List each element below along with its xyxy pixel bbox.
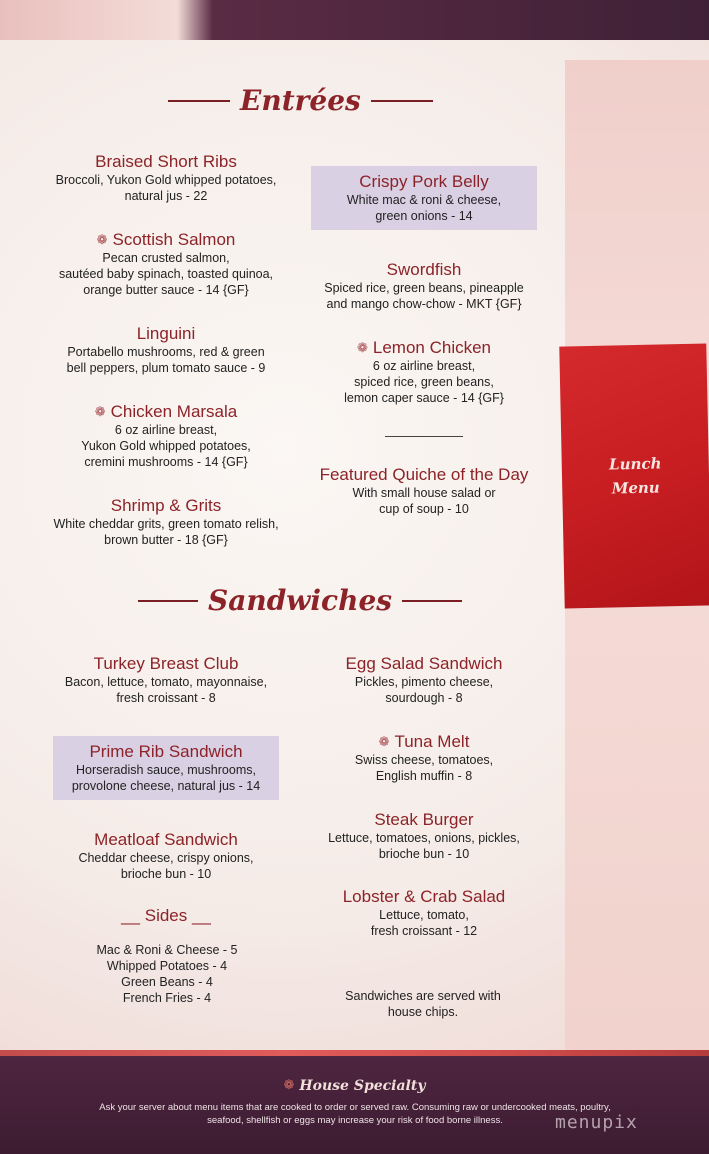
item-desc: White mac & roni & cheese, green onions - 14: [346, 193, 502, 223]
item-name: Prime Rib Sandwich: [89, 742, 243, 761]
side-item: Green Beans - 4: [121, 975, 213, 989]
tab-label-line2: Menu: [611, 478, 660, 498]
item-name: Linguini: [136, 324, 196, 343]
flower-icon: ❁: [283, 1077, 295, 1092]
flower-icon: ❁: [96, 232, 108, 247]
heading-rule: [138, 600, 198, 602]
item-name: Featured Quiche of the Day: [319, 465, 529, 484]
item-desc: 6 oz airline breast, Yukon Gold whipped potatoes, cremini mushrooms - 14 {GF}: [81, 423, 251, 469]
item-name: Tuna Melt: [394, 732, 470, 751]
menu-item: [40, 496, 292, 548]
menu-item: [305, 732, 543, 784]
item-name: Turkey Breast Club: [93, 654, 239, 673]
watermark: menupix: [555, 1112, 638, 1133]
item-desc: Lettuce, tomatoes, onions, pickles, brioche bun - 10: [328, 831, 520, 861]
sandwich-note: Sandwiches are served with house chips.: [345, 989, 501, 1019]
menu-item-featured: [311, 166, 537, 230]
menu-item: [305, 338, 543, 406]
item-name: Braised Short Ribs: [95, 152, 237, 171]
sandwiches-title: Sandwiches: [208, 584, 393, 617]
menu-item: [40, 152, 292, 204]
disclaimer: Ask your server about menu items that are cooked to order or served raw. Consuming raw or undercooked meats, poultry, seafood, shellfish or eggs may increase your risk of food borne illness.: [99, 1102, 611, 1126]
flower-icon: ❁: [378, 734, 390, 749]
item-desc: White cheddar grits, green tomato relish, brown butter - 18 {GF}: [53, 517, 279, 547]
tab-label-line1: Lunch: [608, 454, 662, 474]
entrees-title: Entrées: [240, 84, 361, 117]
item-name: Chicken Marsala: [110, 402, 238, 421]
flower-icon: ❁: [356, 340, 368, 355]
item-desc: Horseradish sauce, mushrooms, provolone cheese, natural jus - 14: [71, 763, 261, 793]
item-desc: Bacon, lettuce, tomato, mayonnaise, fresh croissant - 8: [64, 675, 268, 705]
menu-item: [40, 230, 292, 298]
flower-icon: ❁: [94, 404, 106, 419]
item-desc: Lettuce, tomato, fresh croissant - 12: [370, 908, 478, 938]
item-name: Shrimp & Grits: [110, 496, 222, 515]
house-specialty-label: House Specialty: [299, 1078, 426, 1094]
item-name: Swordfish: [386, 260, 462, 279]
menu-item: [305, 654, 543, 706]
item-name: Scottish Salmon: [112, 230, 236, 249]
menu-item: [305, 887, 543, 939]
side-item: Mac & Roni & Cheese - 5: [96, 943, 238, 957]
item-desc: Pickles, pimento cheese, sourdough - 8: [354, 675, 494, 705]
house-specialty-legend: [0, 1077, 709, 1095]
menu-item: [40, 402, 292, 470]
menu-item: [40, 654, 292, 706]
menu-item: [305, 810, 543, 862]
menu-item: [40, 324, 292, 376]
sandwiches-heading: [138, 584, 462, 617]
item-desc: Swiss cheese, tomatoes, English muffin - 8: [354, 753, 494, 783]
menu-item: [300, 465, 548, 517]
lunch-menu-tab: [559, 343, 709, 608]
item-desc: 6 oz airline breast, spiced rice, green beans, lemon caper sauce - 14 {GF}: [344, 359, 504, 405]
side-item: Whipped Potatoes - 4: [106, 959, 228, 973]
item-name: Meatloaf Sandwich: [94, 830, 238, 849]
menu-item-featured: [53, 736, 279, 800]
item-desc: With small house salad or cup of soup - 10: [352, 486, 496, 516]
item-desc: Cheddar cheese, crispy onions, brioche bun - 10: [78, 851, 254, 881]
heading-rule: [402, 600, 462, 602]
item-name: Lobster & Crab Salad: [342, 887, 506, 906]
sides-list: [80, 942, 254, 1006]
item-name: Steak Burger: [374, 810, 474, 829]
menu-item: [40, 830, 292, 882]
side-item: French Fries - 4: [122, 991, 212, 1005]
menu-item: [305, 260, 543, 312]
heading-rule: [168, 100, 230, 102]
item-desc: Portabello mushrooms, red & green bell peppers, plum tomato sauce - 9: [66, 345, 266, 375]
item-name: Crispy Pork Belly: [359, 172, 489, 191]
heading-rule: [371, 100, 433, 102]
item-name: Lemon Chicken: [372, 338, 492, 357]
item-name: Egg Salad Sandwich: [345, 654, 503, 673]
item-desc: Pecan crusted salmon, sautéed baby spinach, toasted quinoa, orange butter sauce - 14 {GF}: [58, 251, 274, 297]
item-desc: Broccoli, Yukon Gold whipped potatoes, natural jus - 22: [55, 173, 277, 203]
entrees-heading: [168, 84, 433, 117]
item-desc: Spiced rice, green beans, pineapple and mango chow-chow - MKT {GF}: [324, 281, 524, 311]
divider: [385, 436, 463, 437]
sides-title: __ Sides __: [121, 906, 211, 925]
